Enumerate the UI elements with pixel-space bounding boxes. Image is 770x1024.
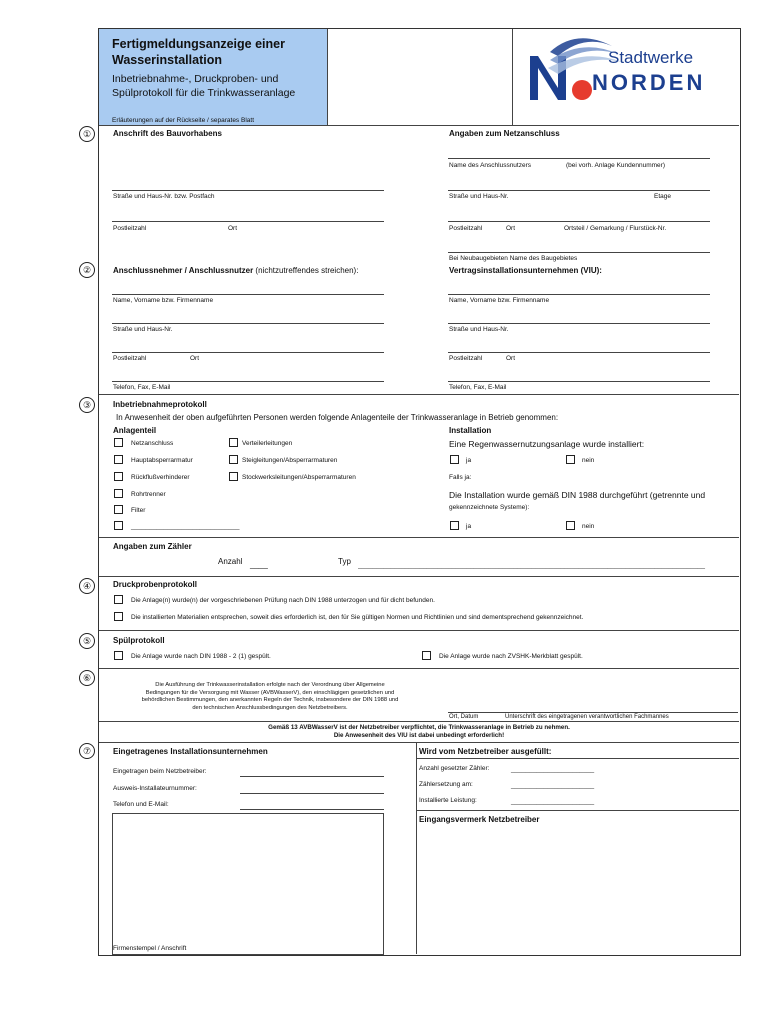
s1-plz-left: Postleitzahl — [113, 225, 147, 232]
s1-ortsteil: Ortsteil / Gemarkung / Flurstück-Nr. — [564, 225, 667, 232]
rain-ja-label: ja — [466, 457, 472, 464]
s1-ort-right: Ort — [506, 225, 516, 232]
s2-street-right: Straße und Haus-Nr. — [449, 326, 509, 333]
divider — [99, 630, 739, 631]
s3-col1-item: Hauptabsperrarmatur — [131, 457, 193, 464]
s2-name-left: Name, Vorname bzw. Firmenname — [113, 297, 214, 304]
s2-right-heading: Vertragsinstallationsunternehmen (VIU): — [449, 266, 602, 275]
s3-col1-heading: Anlagenteil — [113, 426, 157, 435]
field-line[interactable] — [448, 323, 710, 324]
section-number-4: ④ — [79, 578, 95, 594]
checkbox-din-nein[interactable] — [566, 521, 575, 530]
s3-heading: Inbetriebnahmeprotokoll — [113, 400, 207, 409]
s3-col1-item: Filter — [131, 507, 146, 514]
s1-ort-left: Ort — [228, 225, 238, 232]
other-part-field[interactable]: ______________________________ — [131, 523, 240, 530]
din-line-2: gekennzeichnete Systeme): — [449, 504, 530, 511]
s3-col2-item: Verteilerleitungen — [242, 440, 293, 447]
s7-tel-label: Telefon und E-Mail: — [113, 801, 169, 808]
section-number-5: ⑤ — [79, 633, 95, 649]
s2-name-right: Name, Vorname bzw. Firmenname — [449, 297, 550, 304]
s2-plz-left: Postleitzahl — [113, 355, 147, 362]
checkbox-pressure-test[interactable] — [114, 595, 123, 604]
logo-text-bottom: NORDEN — [592, 70, 706, 95]
section-number-2: ② — [79, 262, 95, 278]
checkbox-din-ja[interactable] — [450, 521, 459, 530]
stamp-label: Firmenstempel / Anschrift — [113, 945, 187, 952]
field-line[interactable] — [448, 252, 710, 253]
anzahl-label: Anzahl — [218, 557, 243, 566]
s3-intro: In Anwesenheit der oben aufgeführten Personen werden folgende Anlagenteile der Trinkwasseranlage in Betrieb genommen: — [116, 413, 559, 422]
s1-street-right: Straße und Haus-Nr. — [449, 193, 509, 200]
s2-ort-left: Ort — [190, 355, 200, 362]
s1-plz-right: Postleitzahl — [449, 225, 483, 232]
divider — [512, 29, 513, 125]
divider — [417, 758, 739, 759]
din-line: Die Installation wurde gemäß DIN 1988 durchgeführt (getrennte und — [449, 490, 706, 500]
s5-item-2: Die Anlage wurde nach ZVSHK-Merkblatt gespült. — [439, 653, 583, 660]
power-field[interactable]: _______________________ — [511, 798, 595, 805]
s3-col1-item: Netzanschluss — [131, 440, 174, 447]
din-ja-label: ja — [466, 523, 472, 530]
s6-law-2: Die Anwesenheit des VIU ist dabei unbedingt erforderlich! — [333, 732, 505, 739]
s6-text-3: behördlichen Bestimmungen, den anerkannten Regeln der Technik, insbesondere der DIN 1988 und — [141, 697, 399, 703]
s1-street-left: Straße und Haus-Nr. bzw. Postfach — [113, 193, 215, 200]
divider — [99, 742, 739, 743]
checkbox-other[interactable] — [114, 521, 123, 530]
rain-nein-label: nein — [582, 457, 595, 464]
s5-heading: Spülprotokoll — [113, 636, 165, 645]
divider — [99, 721, 739, 722]
anzahl-field[interactable]: ____ — [250, 560, 268, 569]
reg-field[interactable] — [240, 776, 384, 777]
s6-text-1: Die Ausführung der Trinkwasserinstallation erfolgte nach der Verordnung über Allgemeine — [155, 682, 385, 688]
s6-law — [99, 724, 739, 740]
s1-right-heading: Angaben zum Netzanschluss — [449, 129, 560, 138]
divider — [99, 125, 739, 126]
checkbox-flush-din[interactable] — [114, 651, 123, 660]
ort-datum-label: Ort, Datum — [449, 714, 479, 720]
field-line[interactable] — [112, 221, 384, 222]
s3-col1-item: Rückflußverhinderer — [131, 474, 190, 481]
s6-law-1: Gemäß 13 AVBWasserV ist der Netzbetreiber verpflichtet, die Trinkwasseranlage in Betrieb zu nehmen. — [268, 724, 570, 731]
rain-question: Eine Regenwassernutzungsanlage wurde installiert: — [449, 439, 645, 449]
s1-customer-label: (bei vorh. Anlage Kundennummer) — [566, 162, 666, 169]
s2-left-heading — [113, 266, 358, 275]
s3-col1-item: Rohrtrenner — [131, 491, 166, 498]
falls-ja-label: Falls ja: — [449, 474, 472, 481]
typ-field[interactable]: ________________________________________________________________________________________________ — [358, 562, 706, 569]
s4-item-2: Die installierten Materialien entsprechen, soweit dies erforderlich ist, den für Sie gültigen Normen und Richtlinien und sind dementsprechend gekennzeichnet. — [131, 614, 584, 621]
ausweis-field[interactable] — [240, 793, 384, 794]
field-line[interactable] — [448, 294, 710, 295]
meter-setting-field[interactable]: _______________________ — [511, 782, 595, 789]
s6-statement — [100, 682, 440, 712]
field-line[interactable] — [112, 294, 384, 295]
divider — [99, 668, 739, 669]
field-line[interactable] — [112, 323, 384, 324]
s2-tel-right: Telefon, Fax, E-Mail — [449, 384, 507, 391]
s4-item-1: Die Anlage(n) wurde(n) der vorgeschriebenen Prüfung nach DIN 1988 unterzogen und für dicht befunden. — [131, 597, 435, 604]
s6-text-4: den technischen Anschlussbedingungen des Netzbetreibers. — [192, 704, 348, 711]
s1-baugebiet: Bei Neubaugebieten Name des Baugebietes — [449, 255, 578, 262]
s3-col2-item: Stockwerksleitungen/Absperrarmaturen — [242, 474, 356, 481]
typ-label: Typ — [338, 557, 351, 566]
checkbox-filter[interactable] — [114, 505, 123, 514]
s7-reg-label: Eingetragen beim Netzbetreiber: — [113, 768, 207, 775]
divider — [99, 537, 739, 538]
logo-text-top: Stadtwerke — [608, 48, 694, 67]
form-title: Fertigmeldungsanzeige einer Wasserinstallation — [112, 37, 285, 67]
receipt-heading: Eingangsvermerk Netzbetreiber — [419, 815, 540, 824]
s1-floor: Etage — [654, 193, 671, 200]
s2-plz-right: Postleitzahl — [449, 355, 483, 362]
divider — [417, 810, 739, 811]
section-number-7: ⑦ — [79, 743, 95, 759]
field-line[interactable] — [448, 381, 710, 382]
form-note: Erläuterungen auf der Rückseite / separates Blatt — [112, 117, 254, 124]
s1-name-label: Name des Anschlussnutzers — [449, 162, 532, 169]
s3-col3-heading: Installation — [449, 426, 492, 435]
field-line[interactable] — [112, 381, 384, 382]
checkbox-verteilerleitungen[interactable] — [229, 438, 238, 447]
s7-left-heading: Eingetragenes Installationsunternehmen — [113, 747, 268, 756]
s2-left-heading-note: (nichtzutreffendes streichen): — [255, 266, 359, 275]
s3-col2-item: Steigleitungen/Absperrarmaturen — [242, 457, 338, 464]
s2-tel-left: Telefon, Fax, E-Mail — [113, 384, 171, 391]
s6-text-2: Bedingungen für die Versorgung mit Wasser (AVBWasserV), den einschlägigen gesetzlichen und — [145, 689, 395, 696]
s4-heading: Druckprobenprotokoll — [113, 580, 198, 589]
checkbox-rain-ja[interactable] — [450, 455, 459, 464]
section-number-3: ③ — [79, 397, 95, 413]
s2-left-heading-text: Anschlussnehmer / Anschlussnutzer — [113, 266, 254, 275]
checkbox-rohrtrenner[interactable] — [114, 489, 123, 498]
s7-right-heading: Wird vom Netzbetreiber ausgefüllt: — [419, 747, 552, 756]
divider — [99, 394, 739, 395]
field-line[interactable] — [112, 352, 384, 353]
checkbox-materials[interactable] — [114, 612, 123, 621]
section-number-6: ⑥ — [79, 670, 95, 686]
divider — [327, 29, 328, 125]
checkbox-stockwerksleitungen[interactable] — [229, 472, 238, 481]
checkbox-rain-nein[interactable] — [566, 455, 575, 464]
meters-count-label: Anzahl gesetzter Zähler: — [419, 765, 490, 772]
field-line[interactable] — [448, 158, 710, 159]
field-line[interactable] — [448, 221, 710, 222]
s2-ort-right: Ort — [506, 355, 516, 362]
checkbox-rueckflussverhinderer[interactable] — [114, 472, 123, 481]
checkbox-steigleitungen[interactable] — [229, 455, 238, 464]
meters-count-field[interactable]: _______________________ — [511, 766, 595, 773]
checkbox-hauptabsperrarmatur[interactable] — [114, 455, 123, 464]
divider — [416, 742, 417, 954]
field-line[interactable] — [448, 190, 710, 191]
s2-street-left: Straße und Haus-Nr. — [113, 326, 173, 333]
signature-line[interactable] — [448, 712, 738, 713]
din-nein-label: nein — [582, 523, 595, 530]
s7-ausweis-label: Ausweis-Installateurnummer: — [113, 785, 197, 792]
tel-field[interactable] — [240, 809, 384, 810]
checkbox-flush-zvshk[interactable] — [422, 651, 431, 660]
divider — [99, 576, 739, 577]
meter-setting-label: Zählersetzung am: — [419, 781, 473, 788]
power-label: Installierte Leistung: — [419, 797, 477, 804]
s5-item-1: Die Anlage wurde nach DIN 1988 - 2 (1) gespült. — [131, 653, 271, 660]
meter-heading: Angaben zum Zähler — [113, 542, 192, 551]
section-number-1: ① — [79, 126, 95, 142]
s1-left-heading: Anschrift des Bauvorhabens — [113, 129, 222, 138]
signature-label: Unterschrift des eingetragenen verantwortlichen Fachmannes — [505, 714, 669, 720]
field-line[interactable] — [112, 190, 384, 191]
field-line[interactable] — [448, 352, 710, 353]
form-subtitle: Inbetriebnahme-, Druckproben- und Spülprotokoll für die Trinkwasseranlage — [112, 73, 296, 99]
stamp-box[interactable] — [112, 813, 384, 955]
checkbox-netzanschluss[interactable] — [114, 438, 123, 447]
